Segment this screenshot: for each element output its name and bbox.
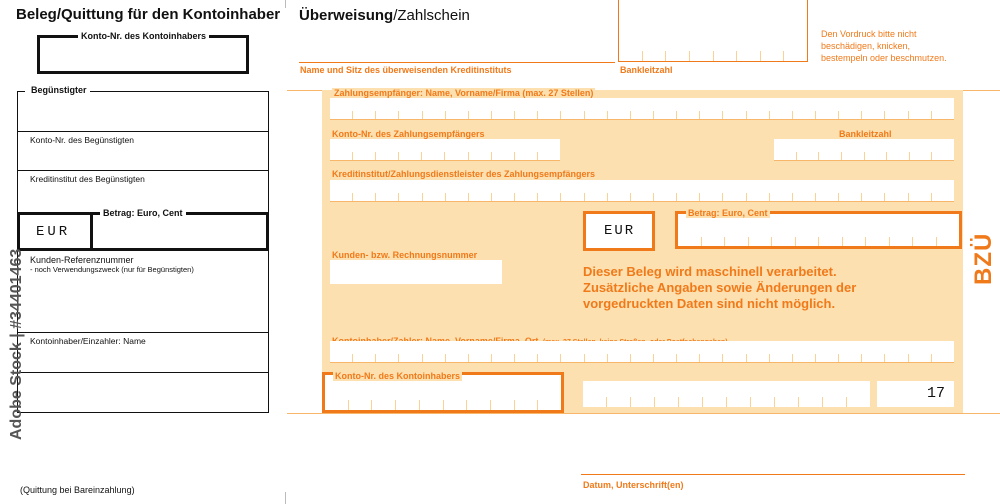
payee-label: Zahlungsempfänger: Name, Vorname/Firma (max. 27 Stellen) <box>334 88 594 98</box>
form-code-box <box>877 381 954 407</box>
machine-notice-line: Zusätzliche Angaben sowie Änderungen der <box>583 280 857 295</box>
amount-label: Betrag: Euro, Cent <box>688 208 768 218</box>
signature-label: Datum, Unterschrift(en) <box>583 480 684 490</box>
amount-box[interactable] <box>675 208 962 249</box>
receipt-top-line-right <box>90 91 269 92</box>
customer-ref-input[interactable] <box>330 260 502 284</box>
receipt-top-line-left <box>17 91 25 92</box>
receipt-title: Beleg/Quittung für den Kontoinhaber <box>16 6 281 23</box>
form-title <box>299 7 470 24</box>
side-code: BZÜ <box>970 232 997 285</box>
receipt-currency-divider <box>90 215 93 248</box>
bank-code-field[interactable] <box>618 0 808 62</box>
payer-account-label: Konto-Nr. des Kontoinhabers <box>335 371 461 381</box>
currency-box <box>583 211 655 251</box>
receipt-amount-label: Betrag: Euro, Cent <box>100 207 186 219</box>
currency-text: EUR <box>604 223 636 239</box>
beneficiary-bank-label: Kreditinstitut des Begünstigten <box>30 174 145 184</box>
receipt-account-box[interactable] <box>37 31 249 74</box>
perforation <box>285 492 286 504</box>
receipt-currency: EUR <box>36 224 71 240</box>
reference-label: Kunden-Referenznummer <box>30 255 134 265</box>
beneficiary-account-label: Konto-Nr. des Begünstigten <box>30 135 134 145</box>
watermark-text: Adobe Stock | #34401463 <box>8 248 25 440</box>
payer-account-box[interactable] <box>322 372 564 413</box>
payee-bank-code-input[interactable] <box>774 139 954 161</box>
bank-code-label: Bankleitzahl <box>620 65 673 75</box>
payee-bank-code-label: Bankleitzahl <box>839 129 892 139</box>
payee-institute-label: Kreditinstitut/Zahlungsdienstleister des Zahlungsempfängers <box>332 169 596 179</box>
beneficiary-label: Begünstigter <box>31 85 87 95</box>
payee-input[interactable] <box>330 98 954 120</box>
machine-notice-line: vorgedruckten Daten sind nicht möglich. <box>583 296 836 311</box>
receipt-account-label: Konto-Nr. des Kontoinhabers <box>78 30 209 42</box>
payee-account-input[interactable] <box>330 139 560 161</box>
notice-line: beschädigen, knicken, <box>821 41 911 51</box>
notice-line: bestempeln oder beschmutzen. <box>821 53 947 63</box>
bank-name-field[interactable] <box>299 62 615 63</box>
receipt-amount-box[interactable] <box>17 208 269 251</box>
reference-sub: - noch Verwendungszweck (nur für Begünstigten) <box>30 265 194 274</box>
form-title-rest: /Zahlschein <box>393 7 470 24</box>
form-title-bold: Überweisung <box>299 7 394 24</box>
payee-institute-input[interactable] <box>330 180 954 202</box>
signature-field[interactable] <box>581 474 965 475</box>
machine-notice <box>583 264 856 312</box>
form-code: 17 <box>927 385 946 402</box>
receipt-divider <box>17 131 269 132</box>
code-line-field[interactable] <box>583 381 870 407</box>
customer-ref-label: Kunden- bzw. Rechnungsnummer <box>332 250 478 260</box>
receipt-divider <box>17 372 269 373</box>
receipt-payer-label: Kontoinhaber/Einzahler: Name <box>30 336 146 346</box>
machine-notice-line: Dieser Beleg wird maschinell verarbeitet. <box>583 264 837 279</box>
receipt-divider <box>17 332 269 333</box>
perforation <box>285 0 286 8</box>
notice-line: Den Vordruck bitte nicht <box>821 29 917 39</box>
bank-name-label: Name und Sitz des überweisenden Kreditinstituts <box>300 65 512 75</box>
receipt-divider <box>17 170 269 171</box>
form-bottom-rule <box>287 413 1000 414</box>
payee-account-label: Konto-Nr. des Zahlungsempfängers <box>332 129 485 139</box>
payer-input[interactable] <box>330 341 954 363</box>
cash-note: (Quittung bei Bareinzahlung) <box>20 485 135 495</box>
form-notice <box>821 28 947 64</box>
